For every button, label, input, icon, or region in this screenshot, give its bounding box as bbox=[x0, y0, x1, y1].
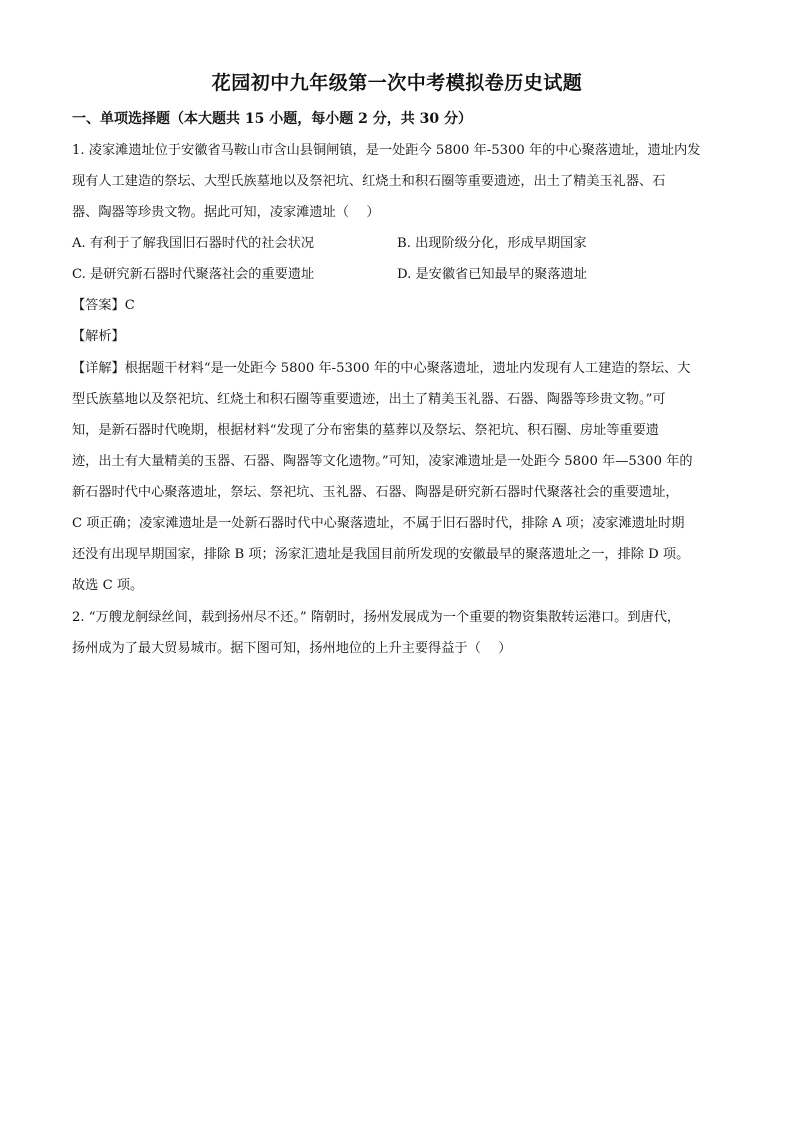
option-a: A. 有利于了解我国旧石器时代的社会状况 bbox=[72, 236, 315, 251]
question-1-options-row-2 bbox=[72, 259, 732, 290]
question-2-stem bbox=[72, 602, 732, 664]
detail-line: 故选 C 项。 bbox=[72, 578, 144, 593]
detail-line: 迹，出土有大量精美的玉器、石器、陶器等文化遗物。”可知，凌家滩遗址是一处距今 5800 年—5300 年的 bbox=[72, 454, 693, 469]
question-1-line: 现有人工建造的祭坛、大型氏族墓地以及祭祀坑、红烧土和积石圈等重要遗迹，出土了精美玉礼器、石 bbox=[72, 174, 666, 189]
detail-line: 知，是新石器时代晚期，根据材料“发现了分布密集的墓葬以及祭坛、祭祀坑、积石圈、房址等重要遗 bbox=[72, 423, 659, 438]
section-heading: 一、单项选择题（本大题共 15 小题，每小题 2 分，共 30 分） bbox=[72, 111, 472, 127]
option-c: C. 是研究新石器时代聚落社会的重要遗址 bbox=[72, 267, 315, 282]
detail-line: 【详解】根据题干材料“是一处距今 5800 年-5300 年的中心聚落遗址，遗址内发现有人工建造的祭坛、大 bbox=[72, 361, 691, 376]
answer-label: 【答案】C bbox=[72, 298, 135, 313]
question-1-stem bbox=[72, 135, 732, 228]
detail-line: 还没有出现早期国家，排除 B 项；汤家汇遗址是我国目前所发现的安徽最早的聚落遗址之一，排除 D 项。 bbox=[72, 547, 690, 562]
question-2-line: 扬州成为了最大贸易城市。据下图可知，扬州地位的上升主要得益于（ ） bbox=[72, 641, 512, 656]
option-d: D. 是安徽省已知最早的聚落遗址 bbox=[397, 267, 587, 282]
question-1-line: 1. 凌家滩遗址位于安徽省马鞍山市含山县铜闸镇，是一处距今 5800 年-5300 年的中心聚落遗址，遗址内发 bbox=[72, 143, 701, 158]
question-1-detail bbox=[72, 353, 732, 601]
detail-line: 型氏族墓地以及祭祀坑、红烧土和积石圈等重要遗迹，出土了精美玉礼器、石器、陶器等珍贵文物。”可 bbox=[72, 392, 666, 407]
question-1-options-row-1 bbox=[72, 228, 732, 259]
detail-line: C 项正确；凌家滩遗址是一处新石器时代中心聚落遗址，不属于旧石器时代，排除 A 项；凌家滩遗址时期 bbox=[72, 516, 685, 531]
page-title: 花园初中九年级第一次中考模拟卷历史试题 bbox=[211, 72, 583, 94]
option-b: B. 出现阶级分化，形成早期国家 bbox=[397, 236, 587, 251]
question-2-line: 2. “万艘龙舸绿丝间，载到扬州尽不还。” 隋朝时，扬州发展成为一个重要的物资集散转运港口。到唐代， bbox=[72, 610, 681, 625]
detail-line: 新石器时代中心聚落遗址，祭坛、祭祀坑、玉礼器、石器、陶器是研究新石器时代聚落社会的重要遗址， bbox=[72, 485, 679, 500]
analysis-label: 【解析】 bbox=[72, 329, 125, 344]
question-1-line: 器、陶器等珍贵文物。据此可知，凌家滩遗址（ ） bbox=[72, 205, 380, 220]
